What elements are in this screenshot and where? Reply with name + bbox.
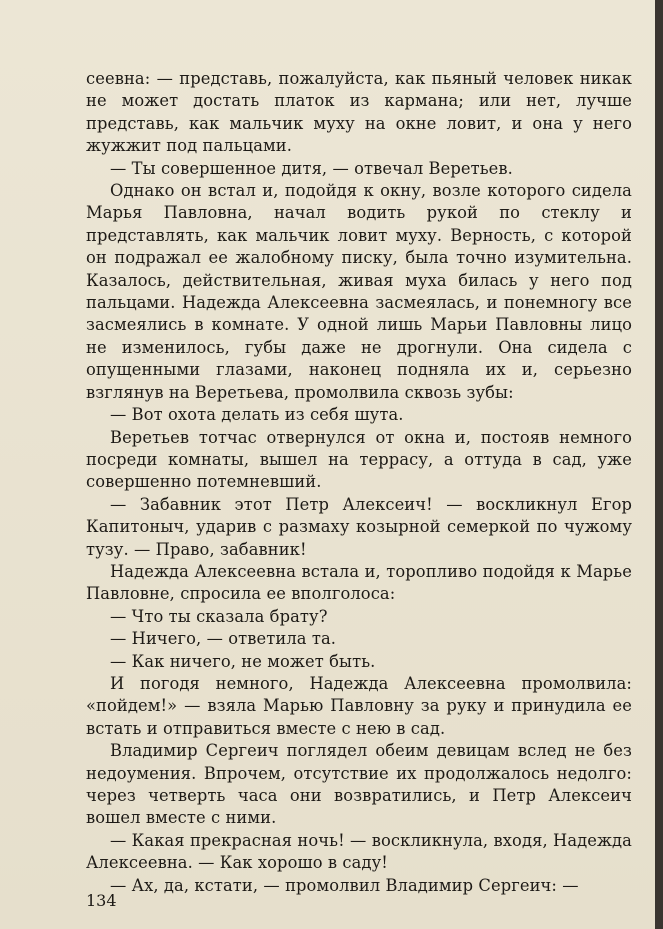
page-text <box>86 68 632 897</box>
paragraph: — Какая прекрасная ночь! — воскликнула, входя, Надежда Алексеевна. — Как хорошо в саду! <box>86 830 632 873</box>
paragraph: — Вот охота делать из себя шута. <box>110 405 404 425</box>
paragraph: И погодя немного, Надежда Алексеевна промолвила: «пойдем!» — взяла Марью Павловну за руку и принудила ее встать и отправиться вместе с нею в сад. <box>86 673 632 738</box>
page-number: 134 <box>86 891 117 910</box>
paragraph: — Ах, да, кстати, — промолвил Владимир Сергеич: — <box>110 875 579 895</box>
page-edge <box>655 0 663 929</box>
paragraph: сеевна: — представь, пожалуйста, как пьяный человек никак не может достать платок из кармана; или нет, лучше представь, как мальчик муху на окне ловит, и она у него жужжит под пальцами. <box>86 69 632 156</box>
paragraph: Владимир Сергеич поглядел обеим девицам вслед не без недоумения. Впрочем, отсутствие их продолжалось недолго: через четверть часа они возвратились, и Петр Алексеич вошел вместе с ними. <box>86 741 632 828</box>
paragraph: — Забавник этот Петр Алексеич! — воскликнул Егор Капитоныч, ударив с размаху козырной семеркой по чужому тузу. — Право, забавник! <box>86 494 632 559</box>
paragraph: — Ты совершенное дитя, — отвечал Веретьев. <box>110 158 513 178</box>
paragraph: — Ничего, — ответила та. <box>110 629 337 649</box>
paragraph: — Как ничего, не может быть. <box>110 651 376 671</box>
paragraph: Надежда Алексеевна встала и, торопливо подойдя к Марье Павловне, спросила ее вполголоса: <box>86 561 632 604</box>
paragraph: Однако он встал и, подойдя к окну, возле которого сидела Марья Павловна, начал водить рукой по стеклу и представлять, как мальчик ловит муху. Верность, с которой он подражал ее жалобному писку, была точно изумительна. Казалось, действительная, живая муха билась у него под пальцами. Надежда Алексеевна засмеялась, и понемногу все засмеялись в комнате. У одной лишь Марьи Павловны лицо не изменилось, губы даже не дрогнули. Она сидела с опущенными глазами, наконец подняла их и, серьезно взглянув на Веретьева, промолвила сквозь зубы: <box>86 181 632 402</box>
paragraph: Веретьев тотчас отвернулся от окна и, постояв немного посреди комнаты, вышел на террасу, а оттуда в сад, уже совершенно потемневший. <box>86 427 632 492</box>
paragraph: — Что ты сказала брату? <box>110 606 328 626</box>
